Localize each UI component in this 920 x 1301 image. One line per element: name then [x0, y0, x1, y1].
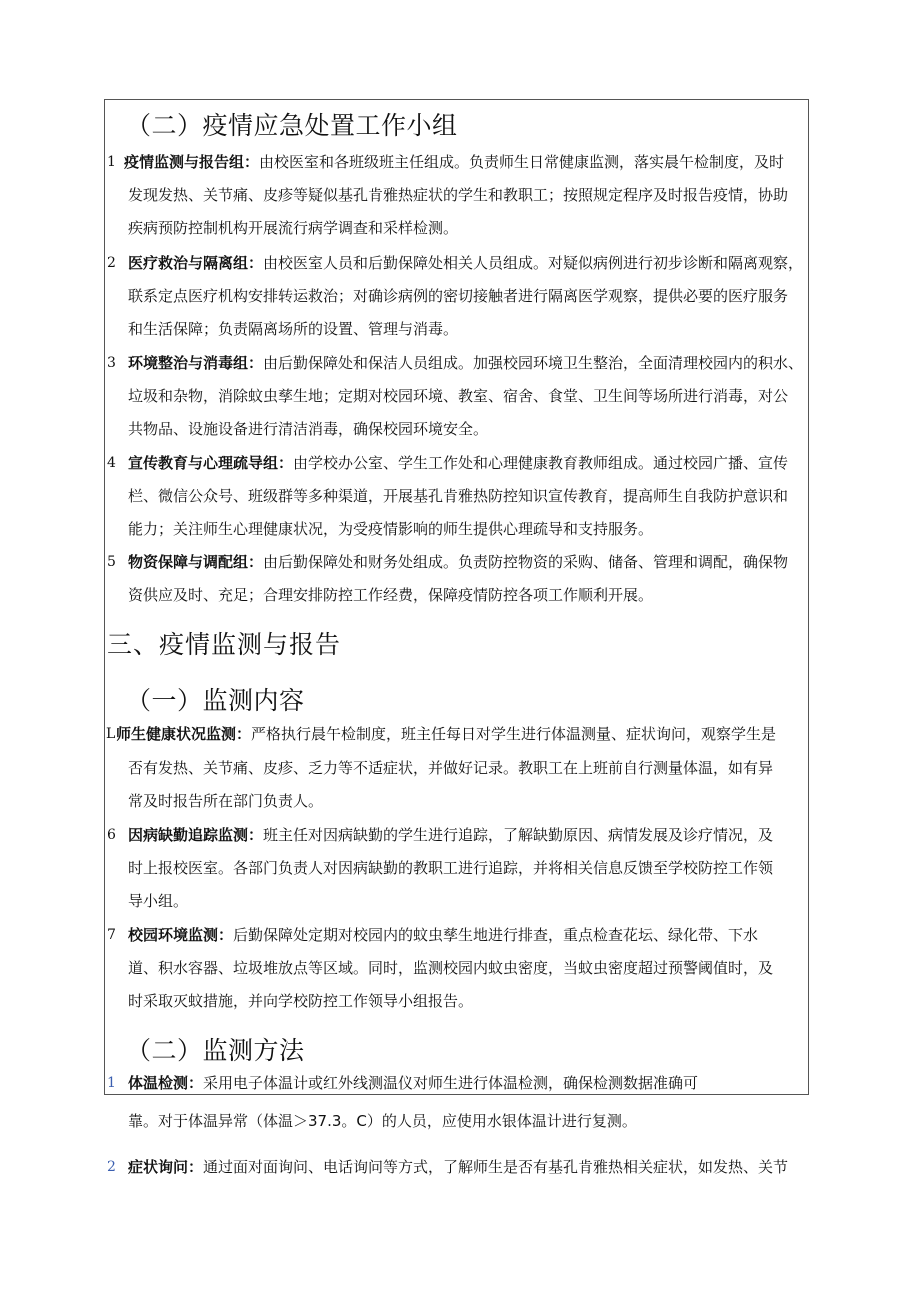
list-item-line: 师生健康状况监测：严格执行晨午检制度，班主任每日对学生进行体温测量、症状询问，观察学生是: [116, 725, 777, 743]
item-number: 5: [107, 554, 116, 570]
list-item-line: 共物品、设施设备进行清洁消毒，确保校园环境安全。: [128, 420, 489, 438]
list-item-line: 和生活保障；负责隔离场所的设置、管理与消毒。: [128, 320, 459, 338]
item-title: 师生健康状况监测：: [116, 725, 252, 743]
list-item-line: 道、积水容器、垃圾堆放点等区域。同时，监测校园内蚊虫密度，当蚊虫密度超过预警阈值时，及: [128, 959, 774, 977]
list-item-line: 时上报校医室。各部门负责人对因病缺勤的教职工进行追踪，并将相关信息反馈至学校防控工作领: [128, 859, 774, 877]
list-item-line: 时采取灭蚊措施，并向学校防控工作领导小组报告。: [128, 992, 474, 1010]
list-item-line: 环境整治与消毒组：由后勤保障处和保洁人员组成。加强校园环境卫生整治，全面清理校园内的积水、: [128, 354, 804, 372]
item-number: 6: [107, 827, 116, 843]
item-title: 校园环境监测：: [128, 926, 234, 944]
item-title: 环境整治与消毒组：: [128, 354, 264, 372]
item-number: 3: [107, 355, 116, 371]
list-item-line: 疫情监测与报告组：由校医室和各班级班主任组成。负责师生日常健康监测，落实晨午检制度，及时: [124, 153, 785, 171]
item-number: 4: [107, 455, 116, 471]
item-title: 疫情监测与报告组：: [124, 153, 260, 171]
item-number: 2: [107, 1159, 116, 1175]
item-number: L: [106, 726, 116, 742]
list-item-line: 因病缺勤追踪监测：班主任对因病缺勤的学生进行追踪，了解缺勤原因、病情发展及诊疗情况，及: [128, 826, 774, 844]
item-number: 1: [107, 154, 116, 170]
list-item-line: 导小组。: [128, 892, 189, 910]
subsection-heading-monitor-method: （二）监测方法: [126, 1036, 305, 1065]
list-item-line: 资供应及时、充足；合理安排防控工作经费，保障疫情防控各项工作顺利开展。: [128, 586, 654, 604]
item-number: 2: [107, 255, 116, 271]
list-item-line: 校园环境监测：后勤保障处定期对校园内的蚊虫孳生地进行排查，重点检查花坛、绿化带、下水: [128, 926, 759, 944]
item-number: 1: [107, 1075, 116, 1091]
item-title: 症状询问：: [128, 1158, 204, 1176]
list-item-line: 靠。对于体温异常（体温＞37.3。C）的人员，应使用水银体温计进行复测。: [128, 1112, 637, 1130]
list-item-line: 症状询问：通过面对面询问、电话询问等方式，了解师生是否有基孔肯雅热相关症状，如发热、关节: [128, 1158, 789, 1176]
list-item-line: 发现发热、关节痛、皮疹等疑似基孔肯雅热症状的学生和教职工；按照规定程序及时报告疫情，协助: [128, 186, 789, 204]
chapter-heading-monitoring: 三、疫情监测与报告: [107, 630, 342, 659]
list-item-line: 否有发热、关节痛、皮疹、乏力等不适症状，并做好记录。教职工在上班前自行测量体温，如有异: [128, 759, 774, 777]
list-item-line: 疾病预防控制机构开展流行病学调查和采样检测。: [128, 219, 459, 237]
item-title: 因病缺勤追踪监测：: [128, 826, 264, 844]
list-item-line: 联系定点医疗机构安排转运救治；对确诊病例的密切接触者进行隔离医学观察，提供必要的医疗服务: [128, 287, 789, 305]
item-title: 宣传教育与心理疏导组：: [128, 454, 294, 472]
item-title: 物资保障与调配组：: [128, 553, 264, 571]
list-item-line: 垃圾和杂物，消除蚊虫孳生地；定期对校园环境、教室、宿舍、食堂、卫生间等场所进行消毒，对公: [128, 387, 789, 405]
section-heading-emergency-groups: （二）疫情应急处置工作小组: [126, 111, 458, 140]
list-item-line: 栏、微信公众号、班级群等多种渠道，开展基孔肯雅热防控知识宣传教育，提高师生自我防护意识和: [128, 487, 789, 505]
item-title: 医疗救治与隔离组：: [128, 254, 264, 272]
list-item-line: 物资保障与调配组：由后勤保障处和财务处组成。负责防控物资的采购、储备、管理和调配，确保物: [128, 553, 789, 571]
item-title: 体温检测：: [128, 1074, 204, 1092]
list-item-line: 体温检测：采用电子体温计或红外线测温仪对师生进行体温检测，确保检测数据准确可: [128, 1074, 699, 1092]
list-item-line: 能力；关注师生心理健康状况，为受疫情影响的师生提供心理疏导和支持服务。: [128, 520, 654, 538]
list-item-line: 宣传教育与心理疏导组：由学校办公室、学生工作处和心理健康教育教师组成。通过校园广播、宣传: [128, 454, 789, 472]
list-item-line: 医疗救治与隔离组：由校医室人员和后勤保障处相关人员组成。对疑似病例进行初步诊断和隔离观察，: [128, 254, 804, 272]
list-item-line: 常及时报告所在部门负责人。: [128, 792, 324, 810]
item-number: 7: [107, 927, 116, 943]
subsection-heading-monitor-content: （一）监测内容: [126, 686, 305, 715]
